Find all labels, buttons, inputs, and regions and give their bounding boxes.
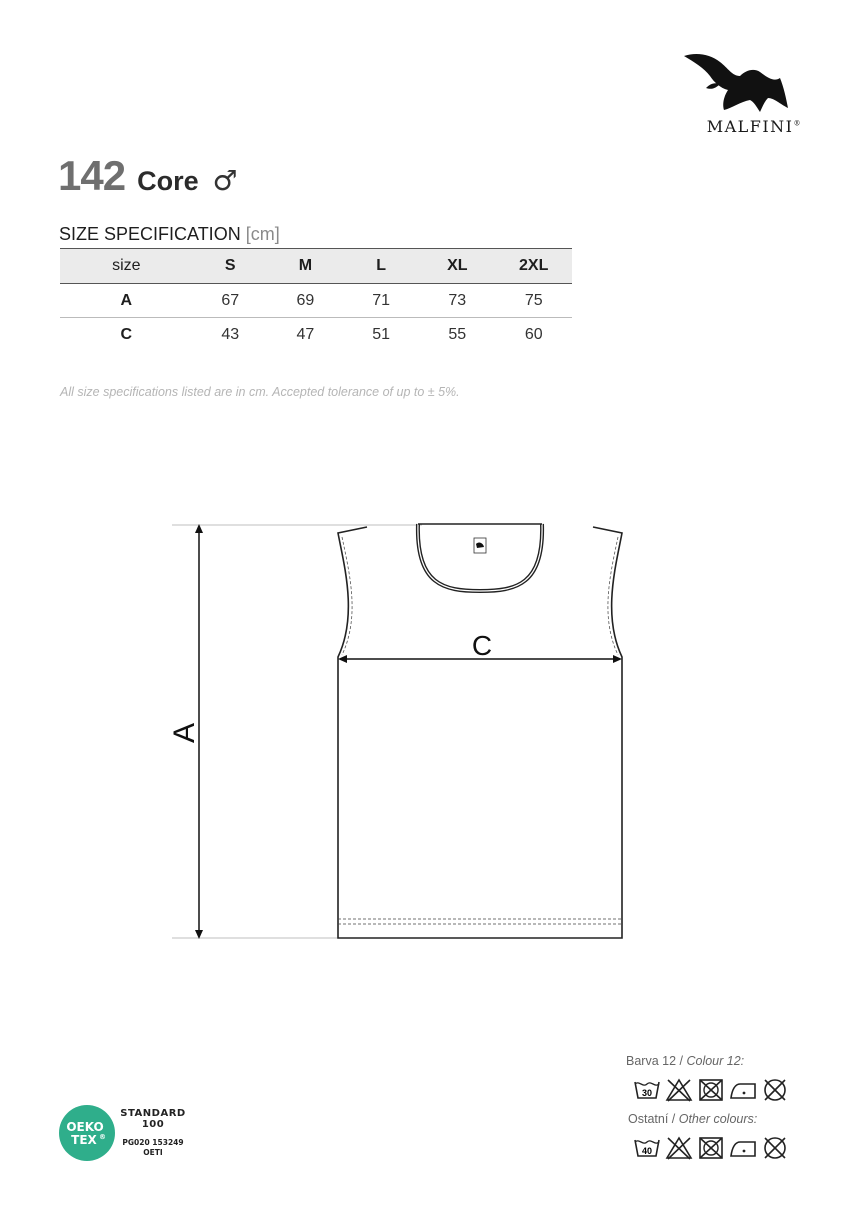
table-cell: 60 [524, 325, 543, 343]
table-cell: 75 [495, 284, 572, 318]
table-cell: 73 [419, 284, 495, 318]
row-label: A [60, 284, 193, 318]
tank-top-outline [338, 527, 622, 938]
size-table [60, 248, 572, 351]
brand-name: MALFINI® [706, 117, 802, 136]
dimension-c-label: C [471, 630, 493, 661]
table-cell: 67 [193, 284, 268, 318]
column-header: XL [419, 249, 495, 284]
no-dry-clean-icon [760, 1076, 790, 1104]
no-dry-clean-icon [760, 1134, 790, 1162]
table-header-row [60, 249, 572, 284]
product-name: Core [137, 166, 199, 196]
product-title [58, 152, 238, 200]
no-bleach-icon [664, 1076, 694, 1104]
table-cell: 69 [268, 284, 343, 318]
male-icon: ♂ [212, 164, 238, 197]
no-tumble-dry-icon [696, 1076, 726, 1104]
garment-diagram [160, 505, 640, 955]
table-cell: 47 [296, 325, 315, 343]
oeko-line2: TEX [71, 1133, 97, 1147]
dimension-a-label: A [168, 722, 201, 744]
oeko-registered: ® [99, 1133, 106, 1141]
wash-icon [632, 1134, 662, 1162]
eagle-logo-icon [676, 48, 796, 118]
table-cell: 71 [343, 284, 419, 318]
care-icons-other [632, 1134, 790, 1162]
iron-low-icon [728, 1076, 758, 1104]
column-header: size [60, 249, 193, 284]
spec-unit: [cm] [245, 224, 280, 244]
wash-temp: 40 [641, 1146, 653, 1156]
table-cell: 55 [448, 325, 467, 343]
tolerance-note: All size specifications listed are in cm. Accepted tolerance of up to ± 5%. [60, 385, 460, 399]
column-header: M [268, 249, 343, 284]
other-colours-label: Ostatní / Other colours: [628, 1112, 758, 1126]
arrow-right-icon [613, 655, 622, 663]
table-cell: 43 [221, 325, 240, 343]
column-header: S [193, 249, 268, 284]
iron-low-icon [728, 1134, 758, 1162]
colour12-label: Barva 12 / Colour 12: [626, 1054, 745, 1068]
arrow-left-icon [338, 655, 347, 663]
oeko-certificate: PG020 153249 OETI [122, 1138, 184, 1157]
table-row [60, 318, 572, 352]
no-bleach-icon [664, 1134, 694, 1162]
table-row [60, 284, 572, 318]
column-header: 2XL [495, 249, 572, 284]
column-header: L [343, 249, 419, 284]
neckline [418, 524, 542, 591]
oeko-line1: OEKO [66, 1120, 104, 1134]
wash-temp: 30 [641, 1088, 653, 1098]
care-icons-colour12 [632, 1076, 790, 1104]
oeko-standard-text: STANDARD 100 [120, 1108, 186, 1130]
spec-title: SIZE SPECIFICATION [cm] [59, 224, 280, 244]
table-cell: 51 [372, 325, 390, 343]
oeko-tex-badge-icon [58, 1104, 116, 1162]
no-tumble-dry-icon [696, 1134, 726, 1162]
product-code: 142 [58, 152, 126, 199]
wash-icon [632, 1076, 662, 1104]
row-label: C [120, 325, 133, 343]
